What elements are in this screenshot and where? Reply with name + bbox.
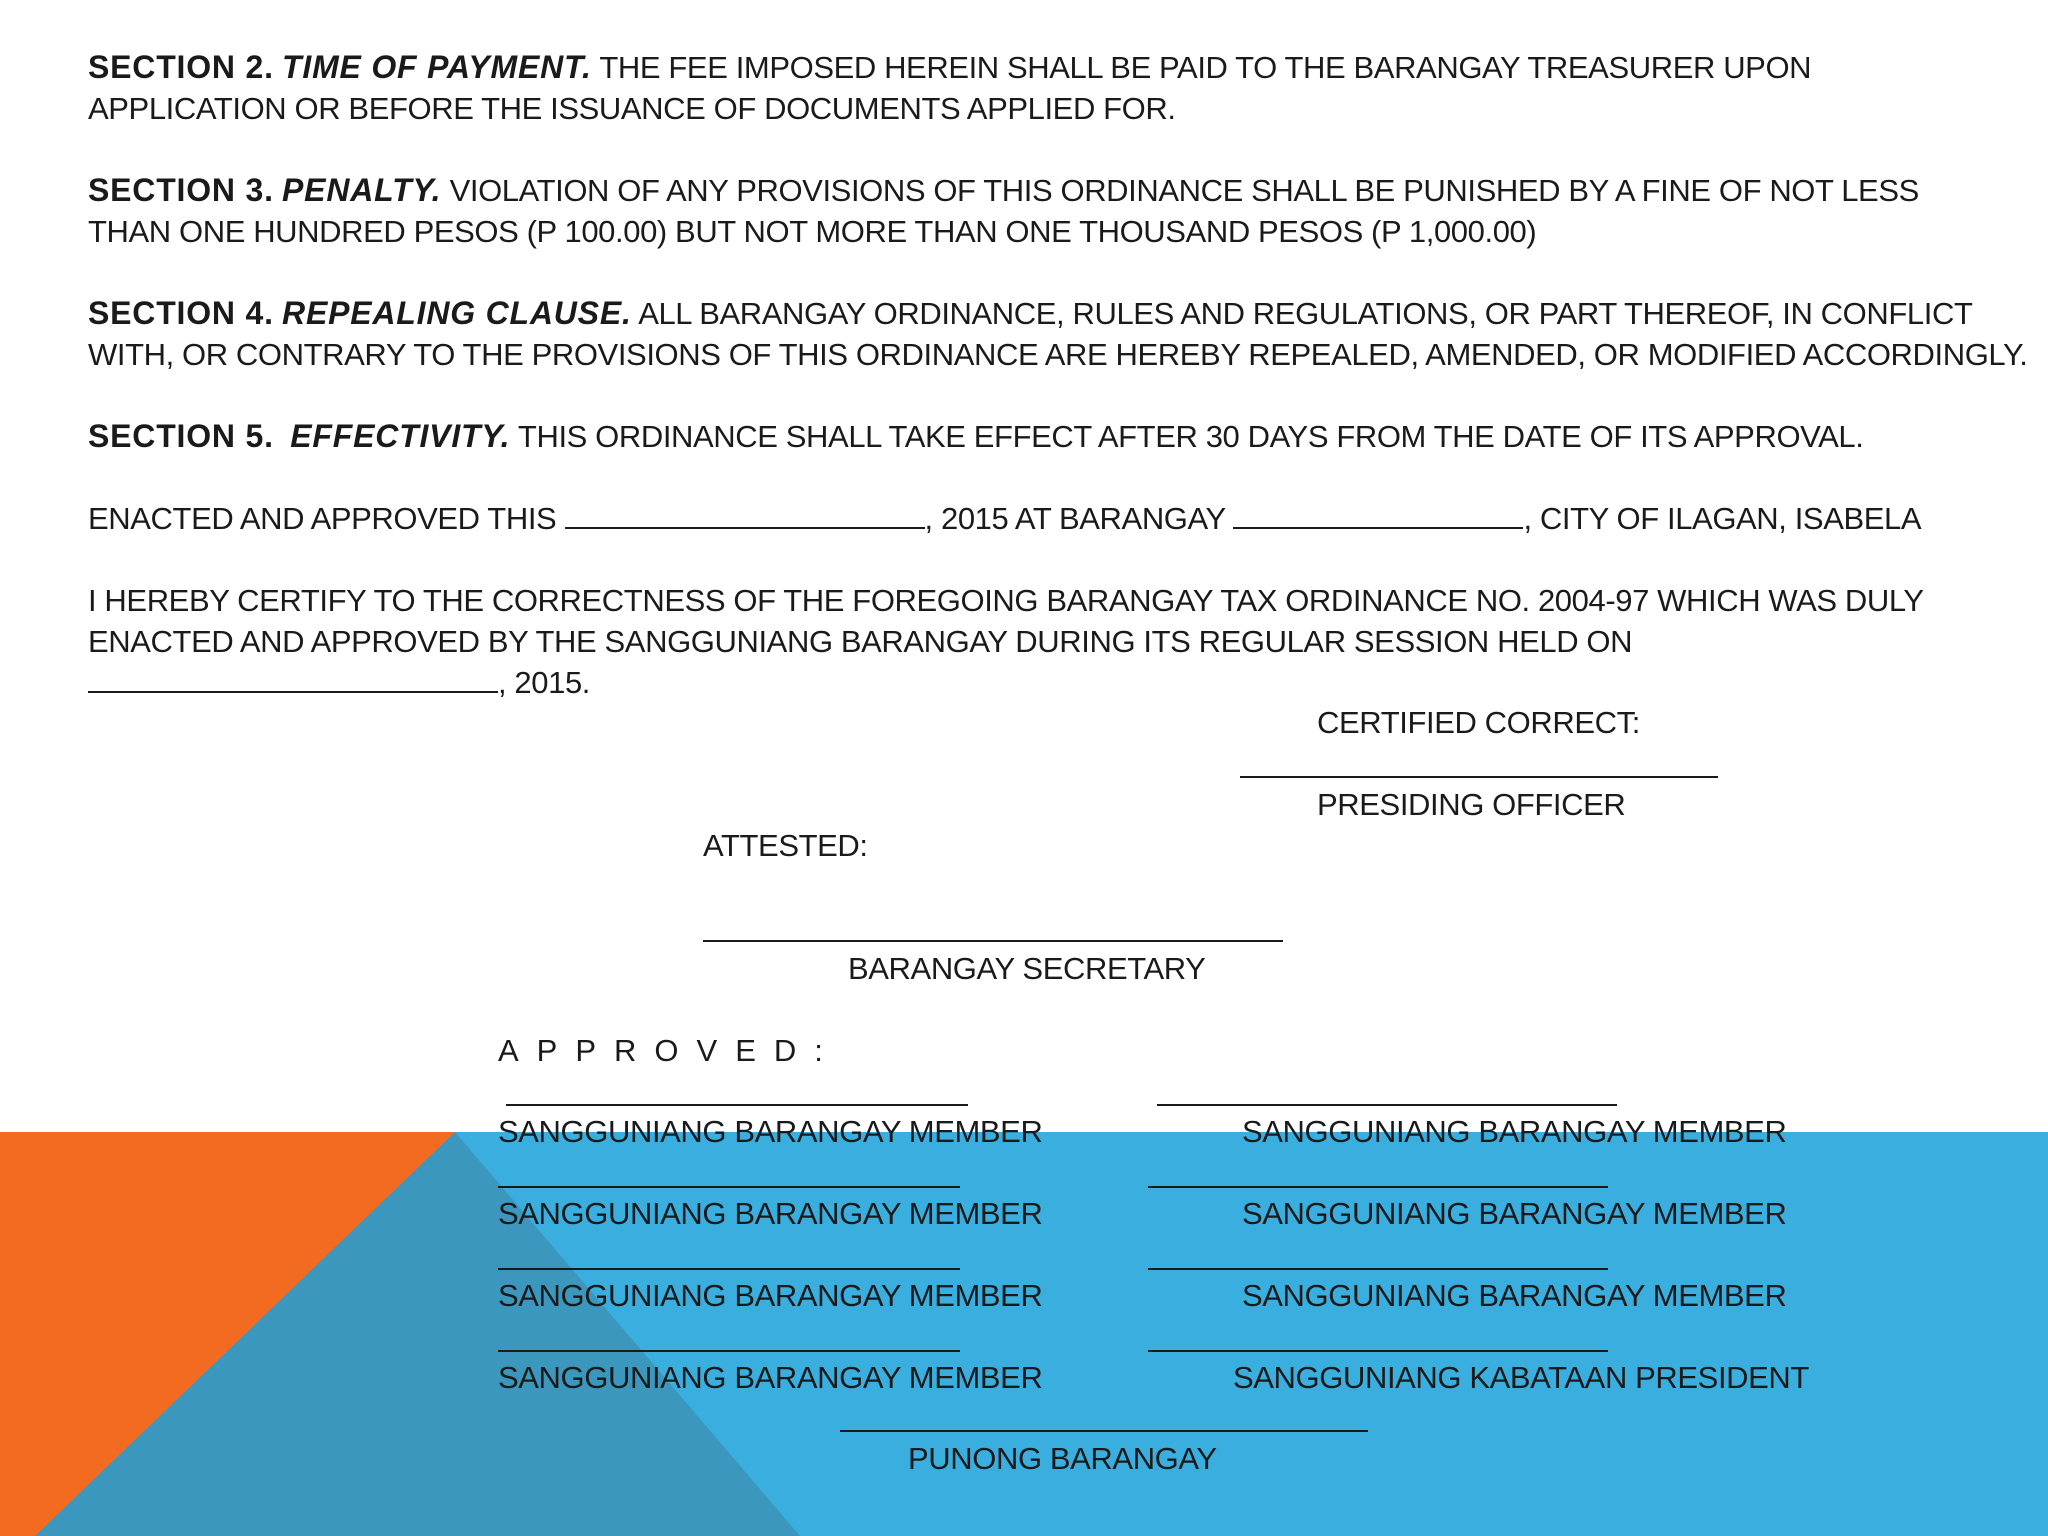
section-5-text-1: THIS ORDINANCE SHALL TAKE EFFECT AFTER 30 DAYS FROM THE DATE OF ITS APPROVAL. <box>517 419 1864 454</box>
certify-suffix: , 2015. <box>498 665 591 700</box>
enacted-suffix: , CITY OF ILAGAN, ISABELA <box>1523 501 1922 536</box>
punong-barangay-signature-line <box>840 1430 1368 1432</box>
section-4-line-2: WITH, OR CONTRARY TO THE PROVISIONS OF THIS ORDINANCE ARE HEREBY REPEALED, AMENDED, OR MODIFIED ACCORDINGLY. <box>88 337 2028 372</box>
section-3-label: SECTION 3. <box>88 172 274 208</box>
section-2-text-1: THE FEE IMPOSED HEREIN SHALL BE PAID TO THE BARANGAY TREASURER UPON <box>599 50 1812 85</box>
section-2-label: SECTION 2. <box>88 49 274 85</box>
signature-line-right-2 <box>1148 1186 1608 1188</box>
secretary-signature-line <box>703 940 1283 942</box>
enacted-date-blank <box>565 499 925 529</box>
section-2-line-2: APPLICATION OR BEFORE THE ISSUANCE OF DOCUMENTS APPLIED FOR. <box>88 91 1176 126</box>
signature-line-right-3 <box>1148 1268 1608 1270</box>
signature-line-left-2 <box>498 1186 960 1188</box>
signature-line-left-3 <box>498 1268 960 1270</box>
certify-line-1: I HEREBY CERTIFY TO THE CORRECTNESS OF THE FOREGOING BARANGAY TAX ORDINANCE NO. 2004-97 WHICH WAS DULY <box>88 583 1924 618</box>
section-4-label: SECTION 4. <box>88 295 274 331</box>
section-2-title: TIME OF PAYMENT. <box>282 49 592 85</box>
signatory-right-1: SANGGUNIANG BARANGAY MEMBER <box>1242 1114 1787 1149</box>
signatory-left-4: SANGGUNIANG BARANGAY MEMBER <box>498 1360 1043 1395</box>
section-3-text-1: VIOLATION OF ANY PROVISIONS OF THIS ORDINANCE SHALL BE PUNISHED BY A FINE OF NOT LESS <box>449 173 1919 208</box>
signatory-right-4: SANGGUNIANG KABATAAN PRESIDENT <box>1233 1360 1809 1395</box>
barangay-secretary-label: BARANGAY SECRETARY <box>848 951 1206 986</box>
section-5-line-1 <box>88 416 1863 457</box>
section-3-title: PENALTY. <box>282 172 442 208</box>
section-3-line-2: THAN ONE HUNDRED PESOS (P 100.00) BUT NOT MORE THAN ONE THOUSAND PESOS (P 1,000.00) <box>88 214 1537 249</box>
certify-line-2: ENACTED AND APPROVED BY THE SANGGUNIANG BARANGAY DURING ITS REGULAR SESSION HELD ON <box>88 624 1633 659</box>
approved-label: APPROVED: <box>498 1033 841 1068</box>
section-2-line-1 <box>88 47 1811 88</box>
punong-barangay-label: PUNONG BARANGAY <box>908 1441 1217 1476</box>
signatory-left-2: SANGGUNIANG BARANGAY MEMBER <box>498 1196 1043 1231</box>
enacted-middle: , 2015 AT BARANGAY <box>924 501 1226 536</box>
enacted-prefix: ENACTED AND APPROVED THIS <box>88 501 557 536</box>
signatory-right-2: SANGGUNIANG BARANGAY MEMBER <box>1242 1196 1787 1231</box>
section-4-line-1 <box>88 293 1972 334</box>
section-4-title: REPEALING CLAUSE. <box>282 295 632 331</box>
section-3-line-1 <box>88 170 1919 211</box>
signatory-left-3: SANGGUNIANG BARANGAY MEMBER <box>498 1278 1043 1313</box>
presiding-officer-label: PRESIDING OFFICER <box>1317 787 1626 822</box>
signature-line-left-1 <box>506 1104 968 1106</box>
presiding-officer-signature-line <box>1240 776 1718 778</box>
signatory-right-3: SANGGUNIANG BARANGAY MEMBER <box>1242 1278 1787 1313</box>
enacted-line <box>88 498 1921 539</box>
attested-label: ATTESTED: <box>703 828 868 863</box>
certify-line-3 <box>88 662 590 703</box>
signature-line-left-4 <box>498 1350 960 1352</box>
section-4-text-1: ALL BARANGAY ORDINANCE, RULES AND REGULATIONS, OR PART THEREOF, IN CONFLICT <box>638 296 1973 331</box>
certified-correct-label: CERTIFIED CORRECT: <box>1317 705 1640 740</box>
signature-line-right-1 <box>1157 1104 1617 1106</box>
section-5-label: SECTION 5. <box>88 418 274 454</box>
session-date-blank <box>88 663 498 693</box>
signatory-left-1: SANGGUNIANG BARANGAY MEMBER <box>498 1114 1043 1149</box>
section-5-title: EFFECTIVITY. <box>290 418 511 454</box>
signature-line-right-4 <box>1148 1350 1608 1352</box>
barangay-name-blank <box>1233 499 1523 529</box>
